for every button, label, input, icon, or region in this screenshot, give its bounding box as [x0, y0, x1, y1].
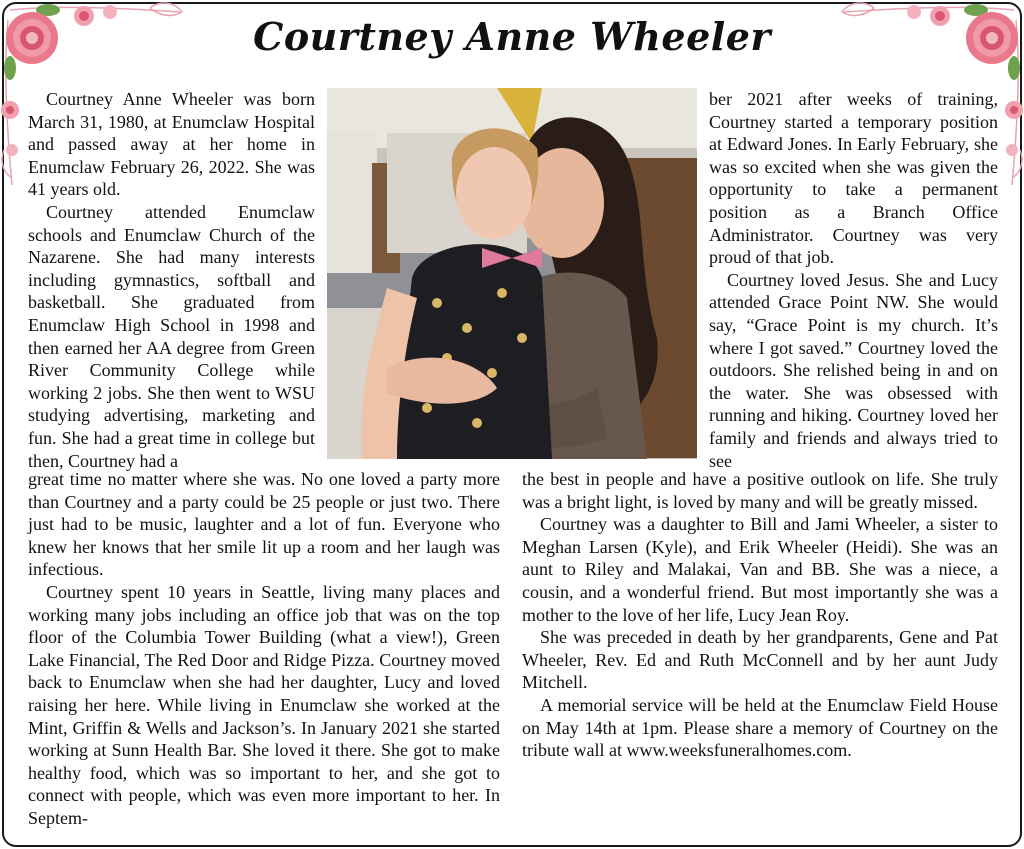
paragraph-memorial: A memorial service will be held at the Enumclaw Field House on May 14th at 1pm. Please share a memory of Courtney on the tribute wall at www.weeksfuneralhomes.com.	[522, 694, 998, 761]
text-column-right	[709, 88, 998, 472]
paragraph-work-cont: ber 2021 after weeks of training, Courtney started a temporary position at Edward Jones. In Early February, she was so excited when she was given the opportunity to take a permanent position as a Branch Office Administrator. Courtney was very proud of that job.	[709, 89, 998, 268]
paragraph-seattle: Courtney spent 10 years in Seattle, living many places and working many jobs including an office job that was on the top floor of the Columbia Tower Building (what a view!), Green Lake Financial, The Red Door and Ridge Pizza. Courtney moved back to Enumclaw when she had her daughter, Lucy and loved raising her here. While living in Enumclaw she worked at the Mint, Griffin & Wells and Jackson’s. In January 2021 she started working at Sunn Health Bar. She loved it there. She got to make healthy food, which was so important to her, and she got to connect with people, which was even more important to her. In Septem-	[28, 581, 500, 828]
text-column-bottom-right	[522, 468, 998, 762]
paragraph-birth: Courtney Anne Wheeler was born March 31, 1980, at Enumclaw Hospital and passed away at her home in Enumclaw February 26, 2022. She was 41 years old.	[28, 89, 315, 200]
paragraph-preceded: She was preceded in death by her grandparents, Gene and Pat Wheeler, Rev. Ed and Ruth McConnell and by her aunt Judy Mitchell.	[522, 627, 998, 693]
paragraph-family: Courtney was a daughter to Bill and Jami Wheeler, a sister to Meghan Larsen (Kyle), and Erik Wheeler (Heidi). She was an aunt to Riley and Malakai, Van and BB. She was a niece, a cousin, and a wonderful friend. But most importantly she was a mother to the love of her life, Lucy Jean Roy.	[522, 514, 998, 625]
text-column-bottom-left	[28, 468, 500, 830]
text-column-left	[28, 88, 315, 472]
paragraph-party: great time no matter where she was. No one loved a party more than Courtney and a party could be 25 people or just two. There just had to be music, laughter and a lot of fun. Everyone who knew her knows that her smile lit up a room and her laugh was infectious.	[28, 469, 500, 580]
paragraph-faith: Courtney loved Jesus. She and Lucy attended Grace Point NW. She would say, “Grace Point is my church. It’s where I got saved.” Courtney loved the outdoors. She relished being in and on the water. She was obsessed with running and hiking. Courtney loved her family and friends and always tried to see	[709, 269, 998, 471]
photo-mother-daughter	[327, 88, 697, 459]
paragraph-school: Courtney attended Enumclaw schools and Enumclaw Church of the Nazarene. She had many interests including gymnastics, softball and basketball. She graduated from Enumclaw High School in 1998 and then earned her AA degree from Green River Community College while working 2 jobs. She then went to WSU studying advertising, marketing and fun. She had a great time in college but then, Courtney had a	[28, 201, 315, 471]
paragraph-outlook: the best in people and have a positive outlook on life. She truly was a bright light, is loved by many and will be greatly missed.	[522, 469, 998, 512]
page-title: Courtney Anne Wheeler	[253, 14, 771, 59]
